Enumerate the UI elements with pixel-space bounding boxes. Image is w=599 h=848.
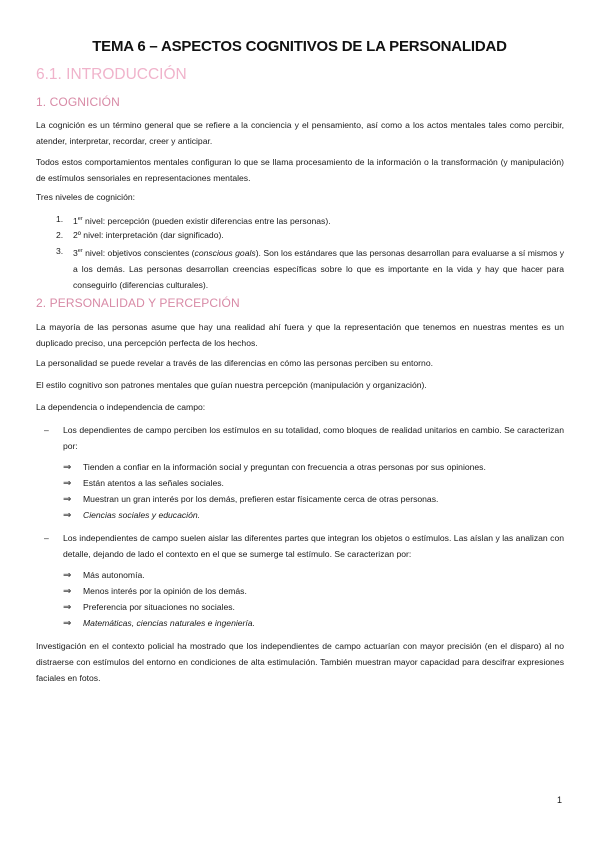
- subheading-cognicion: 1. COGNICIÓN: [36, 95, 120, 109]
- document-title: TEMA 6 – ASPECTOS COGNITIVOS DE LA PERSONALIDAD: [92, 38, 507, 55]
- list-item-level-1: 1. 1er nivel: percepción (pueden existir diferencias entre las personas).: [56, 211, 564, 229]
- sub-bullet: ⇒ Más autonomía.: [63, 567, 145, 584]
- dash-marker: –: [44, 533, 49, 543]
- bullet-independientes: – Los independientes de campo suelen aislar las diferentes partes que integran los objetos o estímulos. Las aíslan y las analizan con detalle, dejando de lado el contexto en el que se sumerge tal estímulo. Se caracterizan por:: [44, 530, 564, 562]
- list-item-level-2: 2. 2º nivel: interpretación (dar significado).: [56, 227, 564, 243]
- sub-bullet: ⇒ Matemáticas, ciencias naturales e ingeniería.: [63, 615, 255, 632]
- sub-bullet: ⇒ Muestran un gran interés por los demás, prefieren estar físicamente cerca de otras personas.: [63, 491, 438, 508]
- paragraph-estilo-cognitivo: El estilo cognitivo son patrones mentales que guían nuestra percepción (manipulación y organización).: [36, 380, 427, 390]
- arrow-icon: ⇒: [63, 618, 72, 629]
- list-number: 3.: [56, 246, 64, 256]
- list-item-level-3: 3. 3er nivel: objetivos conscientes (conscious goals). Son los estándares que las personas desarrollan para evaluarse a sí mismos y a los demás. Las personas desarrollan creencias específicas sobre lo que es importante en la vida y hay que hacer para conseguirlo (diferencias culturales).: [56, 243, 564, 293]
- sub-bullet: ⇒ Ciencias sociales y educación.: [63, 507, 200, 524]
- arrow-icon: ⇒: [63, 510, 72, 521]
- paragraph-tres-niveles: Tres niveles de cognición:: [36, 192, 136, 202]
- paragraph-realidad: La mayoría de las personas asume que hay una realidad ahí fuera y que la representación que tenemos en nuestras mentes es un duplicado preciso, una percepción perfecta de los hechos.: [36, 322, 564, 348]
- sub-bullet: ⇒ Menos interés por la opinión de los demás.: [63, 583, 247, 600]
- arrow-icon: ⇒: [63, 494, 72, 505]
- arrow-icon: ⇒: [63, 478, 72, 489]
- list-number: 2.: [56, 230, 64, 240]
- section-heading: 6.1. INTRODUCCIÓN: [36, 66, 187, 83]
- dash-marker: –: [44, 425, 49, 435]
- sub-bullet: ⇒ Preferencia por situaciones no sociales.: [63, 599, 235, 616]
- sub-bullet: ⇒ Tienden a confiar en la información social y preguntan con frecuencia a otras personas por sus opiniones.: [63, 459, 486, 476]
- paragraph-dependencia: La dependencia o independencia de campo:: [36, 402, 206, 412]
- paragraph-procesamiento: Todos estos comportamientos mentales configuran lo que se llama procesamiento de la información o la transformación (y manipulación) de estímulos sensoriales en representaciones mentales.: [36, 157, 564, 183]
- arrow-icon: ⇒: [63, 570, 72, 581]
- page-number: 1: [557, 795, 563, 805]
- paragraph-cognicion-definition: La cognición es un término general que se refiere a la conciencia y el pensamiento, así como a los actos mentales tales como percibir, atender, interpretar, recordar, creer y anticipar.: [36, 120, 564, 146]
- arrow-icon: ⇒: [63, 462, 72, 473]
- paragraph-entorno: La personalidad se puede revelar a través de las diferencias en cómo las personas perciben su entorno.: [36, 358, 433, 368]
- arrow-icon: ⇒: [63, 602, 72, 613]
- sub-bullet: ⇒ Están atentos a las señales sociales.: [63, 475, 224, 492]
- paragraph-investigacion-policial: Investigación en el contexto policial ha mostrado que los independientes de campo actuarían con mayor precisión (en el disparo) al no distraerse con estímulos del entorno en condiciones de alta estimulación. También muestran mayor capacidad para descifrar expresiones faciales en fotos.: [36, 641, 564, 683]
- bullet-dependientes: – Los dependientes de campo perciben los estímulos en su totalidad, como bloques de realidad unitarios en cambio. Se caracterizan por:: [44, 422, 564, 454]
- subheading-personalidad-percepcion: 2. PERSONALIDAD Y PERCEPCIÓN: [36, 296, 240, 310]
- arrow-icon: ⇒: [63, 586, 72, 597]
- list-number: 1.: [56, 214, 64, 224]
